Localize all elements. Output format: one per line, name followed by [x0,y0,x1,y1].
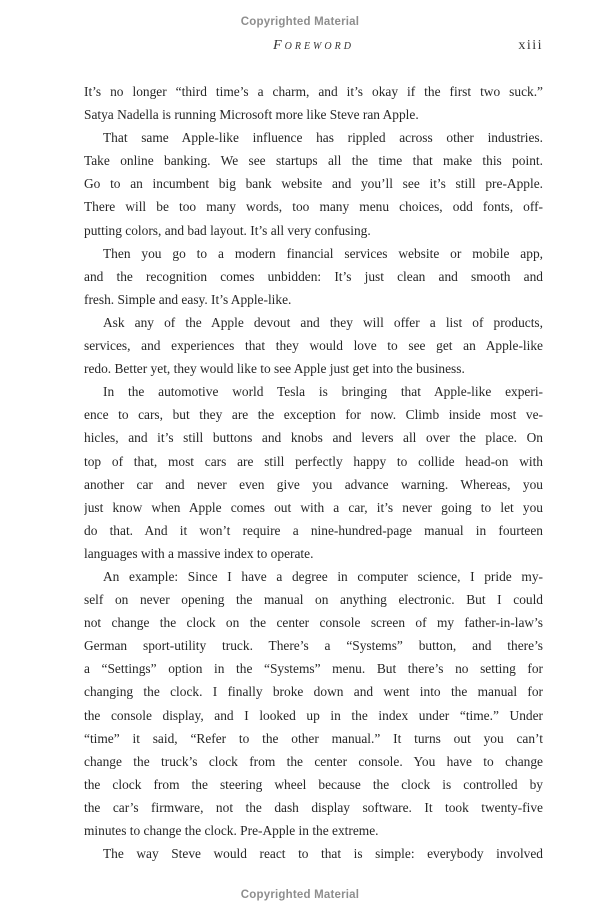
paragraph [84,80,543,126]
text-line: services, and experiences that they would love to see get an Apple-like [84,338,543,354]
copyright-notice-top: Copyrighted Material [240,16,360,28]
text-line: German sport-utility truck. There’s a “Systems” button, and there’s [84,638,543,654]
running-head: Foreword [273,38,354,53]
text-line: It’s no longer “third time’s a charm, and it’s okay if the first two suck.” [84,84,543,99]
text-line: the console display, and I looked up in the index under “time.” Under [84,707,543,723]
text-line: not change the clock on the center console screen of my father-in-law’s [84,615,543,631]
text-line: another car and never even give you advance warning. Whereas, you [84,476,543,492]
paragraph [84,126,543,241]
text-line: In the automotive world Tesla is bringing that Apple-like experi- [103,384,543,400]
text-line: An example: Since I have a degree in computer science, I pride my- [103,568,543,584]
text-line: That same Apple-like influence has rippled across other industries. [103,130,543,146]
paragraph [84,242,543,311]
text-line: top of that, most cars are still perfectly happy to collide head-on with [84,453,543,469]
paragraph [84,842,543,865]
text-line: languages with a massive index to operate. [84,545,314,561]
text-line: the car’s firmware, not the dash display software. It took twenty-five [84,799,543,815]
text-line: and the recognition comes unbidden: It’s just clean and smooth and [84,268,543,284]
text-line: a “Settings” option in the “Systems” menu. But there’s no setting for [84,661,543,677]
text-line: Then you go to a modern financial services website or mobile app, [103,245,543,261]
page-number: xiii [518,38,543,53]
text-line: Go to an incumbent big bank website and you’ll see it’s still pre-Apple. [84,176,543,192]
text-line: the clock from the steering wheel because the clock is controlled by [84,776,543,792]
text-line: “time” it said, “Refer to the other manual.” It turns out you can’t [84,730,543,746]
paragraph [84,380,543,565]
text-line: fresh. Simple and easy. It’s Apple-like. [84,291,292,307]
paragraph [84,565,543,842]
page-header [84,38,543,58]
page-body [84,80,543,865]
copyright-notice-bottom: Copyrighted Material [240,889,360,901]
text-line: Take online banking. We see startups all the time that make this point. [84,153,543,169]
text-line: putting colors, and bad layout. It’s all very confusing. [84,222,371,238]
text-line: There will be too many words, too many menu choices, odd fonts, off- [84,199,543,215]
text-line: changing the clock. I finally broke down and went into the manual for [84,684,543,700]
text-line: self on never opening the manual on anything electronic. But I could [84,592,543,608]
text-line: do that. And it won’t require a nine-hundred-page manual in fourteen [84,522,543,538]
text-line: Ask any of the Apple devout and they will offer a list of products, [103,314,543,330]
text-line: just know when Apple comes out with a car, it’s never going to let you [84,499,543,515]
text-line: Satya Nadella is running Microsoft more like Steve ran Apple. [84,107,419,123]
text-line: ence to cars, but they are the exception for now. Climb inside most ve- [84,407,543,423]
text-line: hicles, and it’s still buttons and knobs and levers all over the place. On [84,430,543,446]
text-line: The way Steve would react to that is simple: everybody involved [103,846,543,862]
text-line: redo. Better yet, they would like to see Apple just get into the business. [84,361,465,377]
text-line: minutes to change the clock. Pre-Apple in the extreme. [84,823,379,838]
paragraph [84,311,543,380]
text-line: change the truck’s clock from the center console. You have to change [84,753,543,769]
